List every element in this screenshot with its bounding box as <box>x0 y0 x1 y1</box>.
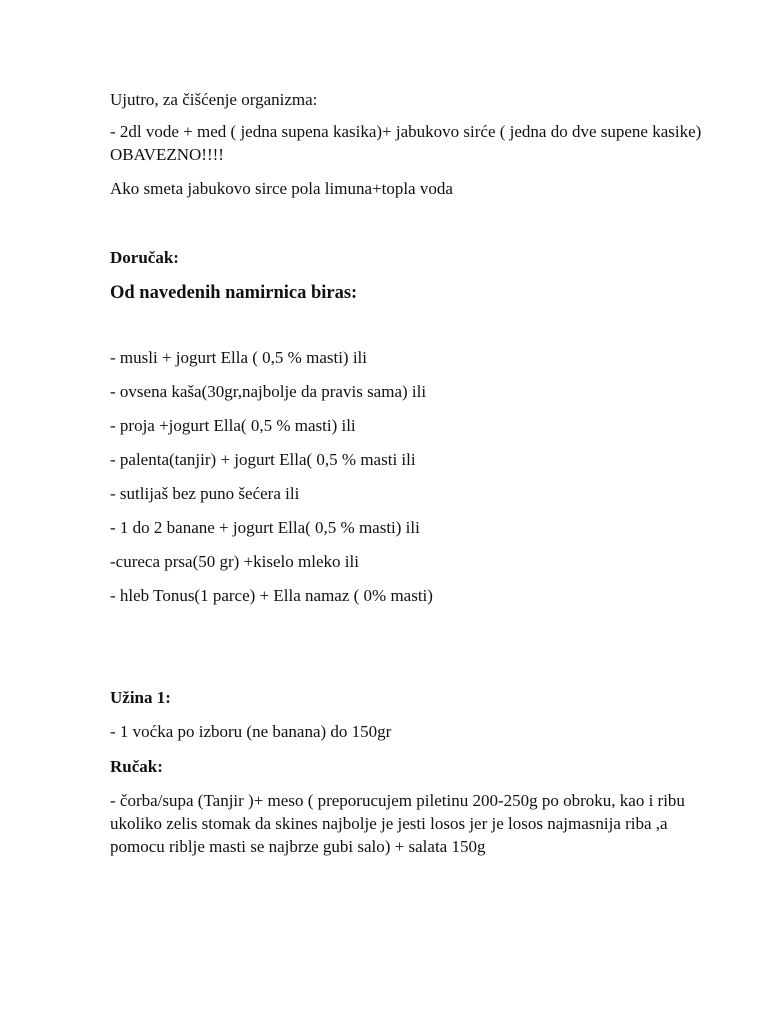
breakfast-item: - proja +jogurt Ella( 0,5 % masti) ili <box>110 416 356 435</box>
breakfast-item: - musli + jogurt Ella ( 0,5 % masti) ili <box>110 348 368 367</box>
morning-heading: Ujutro, za čišćenje organizma: <box>110 90 318 109</box>
lunch-heading: Ručak: <box>110 757 163 776</box>
breakfast-subheading: Od navedenih namirnica biras: <box>110 283 358 303</box>
breakfast-item: - sutlijaš bez puno šećera ili <box>110 484 300 503</box>
breakfast-item: - 1 do 2 banane + jogurt Ella( 0,5 % masti) ili <box>110 518 420 537</box>
morning-alternative: Ako smeta jabukovo sirce pola limuna+topla voda <box>110 179 453 198</box>
snack1-item: - 1 voćka po izboru (ne banana) do 150gr <box>110 722 392 741</box>
snack1-heading: Užina 1: <box>110 688 171 707</box>
lunch-item: - čorba/supa (Tanjir )+ meso ( preporucujem piletinu 200-250g po obroku, kao i ribu ukoliko zelis stomak da skines najbolje je jesti losos jer je losos najmasnija riba ,a pomocu riblje masti se najbrze gubi salo) + salata 150g <box>110 791 685 856</box>
breakfast-item: - palenta(tanjir) + jogurt Ella( 0,5 % masti ili <box>110 450 416 469</box>
morning-instruction: - 2dl vode + med ( jedna supena kasika)+ jabukovo sirće ( jedna do dve supene kasike) OBAVEZNO!!!! <box>110 122 702 164</box>
breakfast-item: - ovsena kaša(30gr,najbolje da pravis sama) ili <box>110 382 427 401</box>
breakfast-heading: Doručak: <box>110 248 179 267</box>
breakfast-item: -cureca prsa(50 gr) +kiselo mleko ili <box>110 552 359 571</box>
breakfast-item: - hleb Tonus(1 parce) + Ella namaz ( 0% masti) <box>110 586 433 605</box>
